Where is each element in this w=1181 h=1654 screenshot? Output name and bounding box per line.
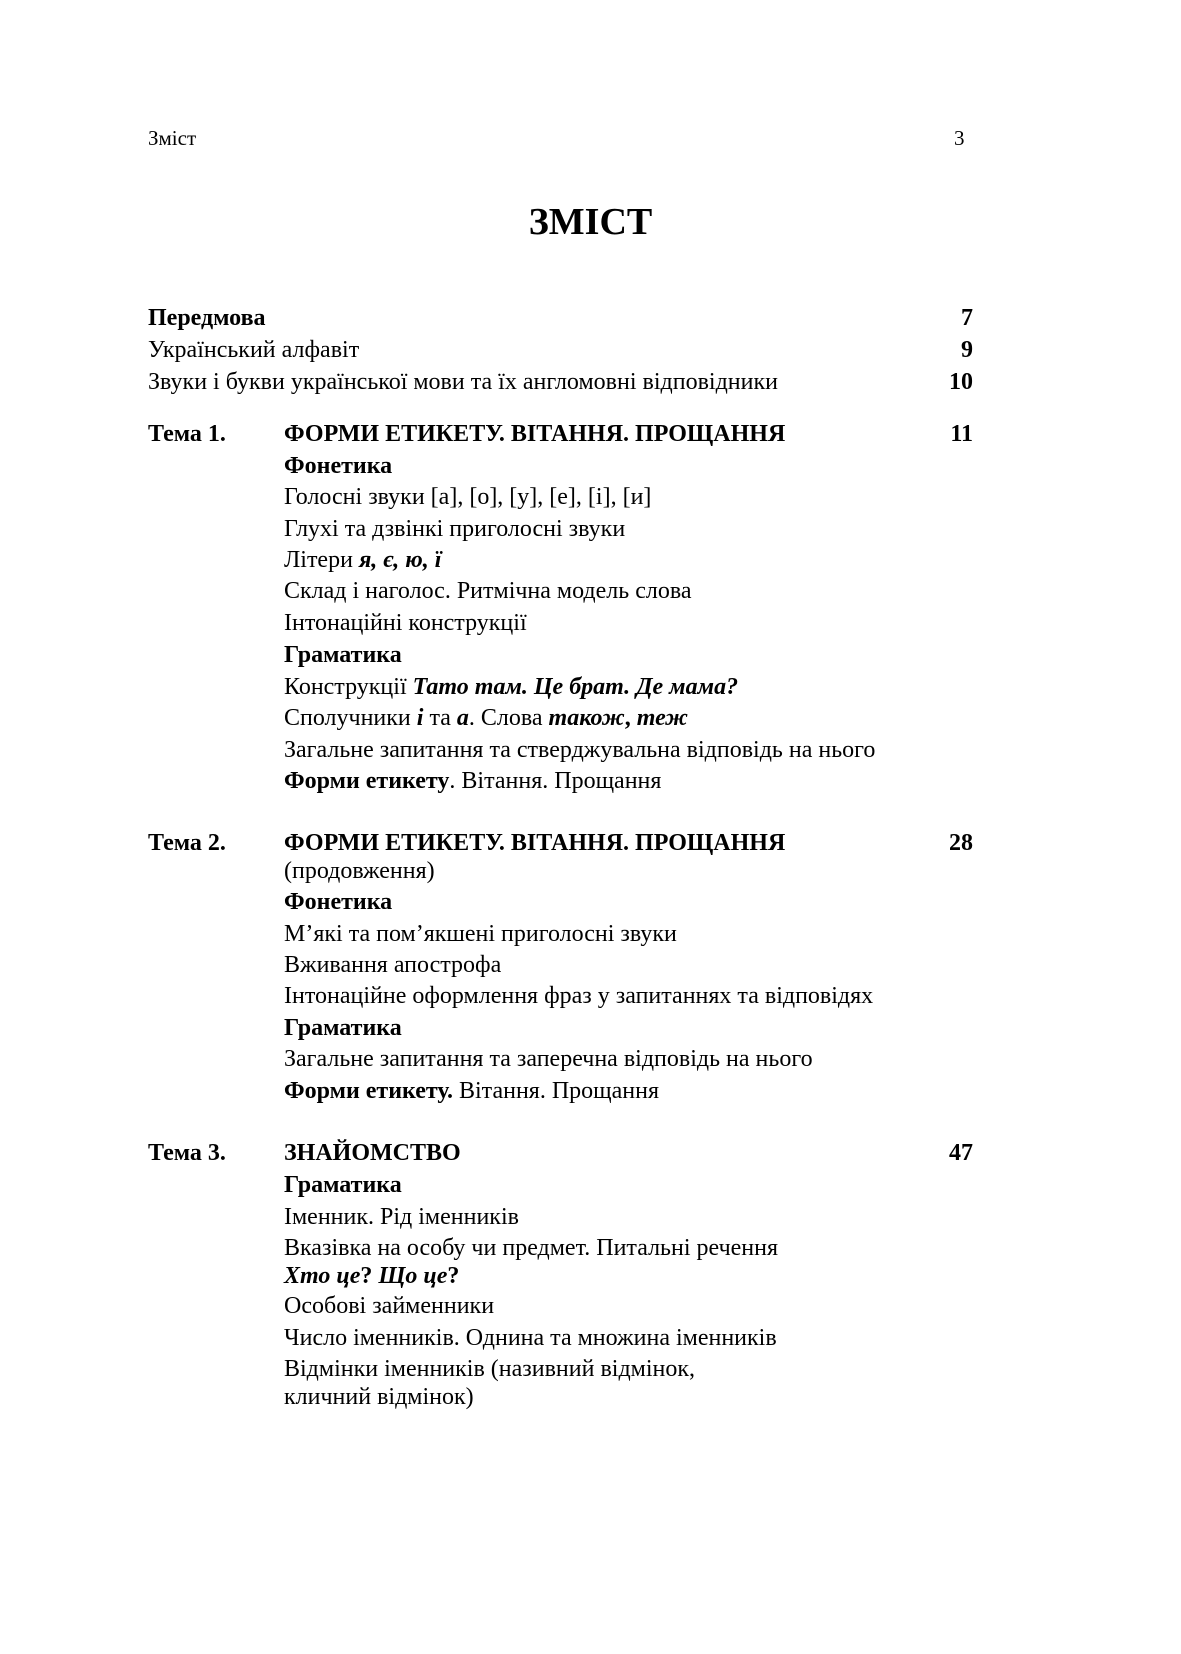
topic-1-title[interactable]: ФОРМИ ЕТИКЕТУ. ВІТАННЯ. ПРОЩАННЯ <box>284 421 786 447</box>
topic-2-page: 28 <box>949 830 973 856</box>
topic-3-item-indication: Вказівка на особу чи предмет. Питальні речення <box>284 1235 779 1261</box>
topic-3-item-pronouns: Особові займенники <box>284 1293 495 1319</box>
topic-1-phonetics-heading: Фонетика <box>284 453 393 479</box>
topic-1-number: Тема 1. <box>148 421 226 447</box>
topic-1-grammar-heading: Граматика <box>284 642 402 668</box>
topic-1-item-intonation: Інтонаційні конструкції <box>284 610 527 636</box>
topic-1-item-constructions: Конструкції Тато там. Це брат. Де мама? <box>284 674 739 700</box>
topic-2-item-soft-consonants: М’які та пом’якшені приголосні звуки <box>284 921 677 947</box>
topic-2-item-general-question: Загальне запитання та заперечна відповідь на нього <box>284 1046 813 1072</box>
topic-1-item-consonants: Глухі та дзвінкі приголосні звуки <box>284 516 626 542</box>
topic-2-grammar-heading: Граматика <box>284 1015 402 1041</box>
topic-3-item-questions: Хто це? Що це? <box>284 1263 460 1289</box>
topic-1-item-vowels: Голосні звуки [а], [о], [у], [е], [і], [и] <box>284 484 652 510</box>
running-header-title: Зміст <box>148 126 197 150</box>
topic-1-item-etiquette: Форми етикету. Вітання. Прощання <box>284 768 662 794</box>
page-title: ЗМІСТ <box>528 201 653 243</box>
toc-entry-sounds-letters[interactable]: Звуки і букви української мови та їх англомовні відповідники <box>148 369 778 395</box>
topic-3-item-cases-line2: кличний відмінок) <box>284 1384 474 1410</box>
topic-2-number: Тема 2. <box>148 830 226 856</box>
toc-page-preface: 7 <box>961 305 973 331</box>
topic-3-page: 47 <box>949 1140 973 1166</box>
running-header-page-number: 3 <box>954 126 965 150</box>
toc-page-alphabet: 9 <box>961 337 973 363</box>
topic-1-item-general-question: Загальне запитання та стверджувальна відповідь на нього <box>284 737 876 763</box>
topic-3-number: Тема 3. <box>148 1140 226 1166</box>
toc-entry-alphabet[interactable]: Український алфавіт <box>148 337 360 363</box>
topic-3-title[interactable]: ЗНАЙОМСТВО <box>284 1140 461 1166</box>
topic-2-subtitle: (продовження) <box>284 858 435 884</box>
toc-page-sounds-letters: 10 <box>949 369 973 395</box>
topic-2-item-intonation: Інтонаційне оформлення фраз у запитаннях та відповідях <box>284 983 874 1009</box>
topic-2-phonetics-heading: Фонетика <box>284 889 393 915</box>
topic-3-grammar-heading: Граматика <box>284 1172 402 1198</box>
topic-3-item-noun-number: Число іменників. Однина та множина іменників <box>284 1325 777 1351</box>
topic-1-item-conjunctions: Сполучники і та а. Слова також, теж <box>284 705 688 731</box>
topic-1-page: 11 <box>950 421 973 447</box>
topic-2-item-apostrophe: Вживання апострофа <box>284 952 502 978</box>
toc-entry-preface[interactable]: Передмова <box>148 305 266 331</box>
topic-1-item-letters: Літери я, є, ю, ї <box>284 547 442 573</box>
topic-3-item-noun-gender: Іменник. Рід іменників <box>284 1204 519 1230</box>
topic-2-title[interactable]: ФОРМИ ЕТИКЕТУ. ВІТАННЯ. ПРОЩАННЯ <box>284 830 786 856</box>
topic-1-item-syllable: Склад і наголос. Ритмічна модель слова <box>284 578 692 604</box>
topic-2-item-etiquette: Форми етикету. Вітання. Прощання <box>284 1078 660 1104</box>
topic-3-item-cases-line1: Відмінки іменників (називний відмінок, <box>284 1356 696 1382</box>
